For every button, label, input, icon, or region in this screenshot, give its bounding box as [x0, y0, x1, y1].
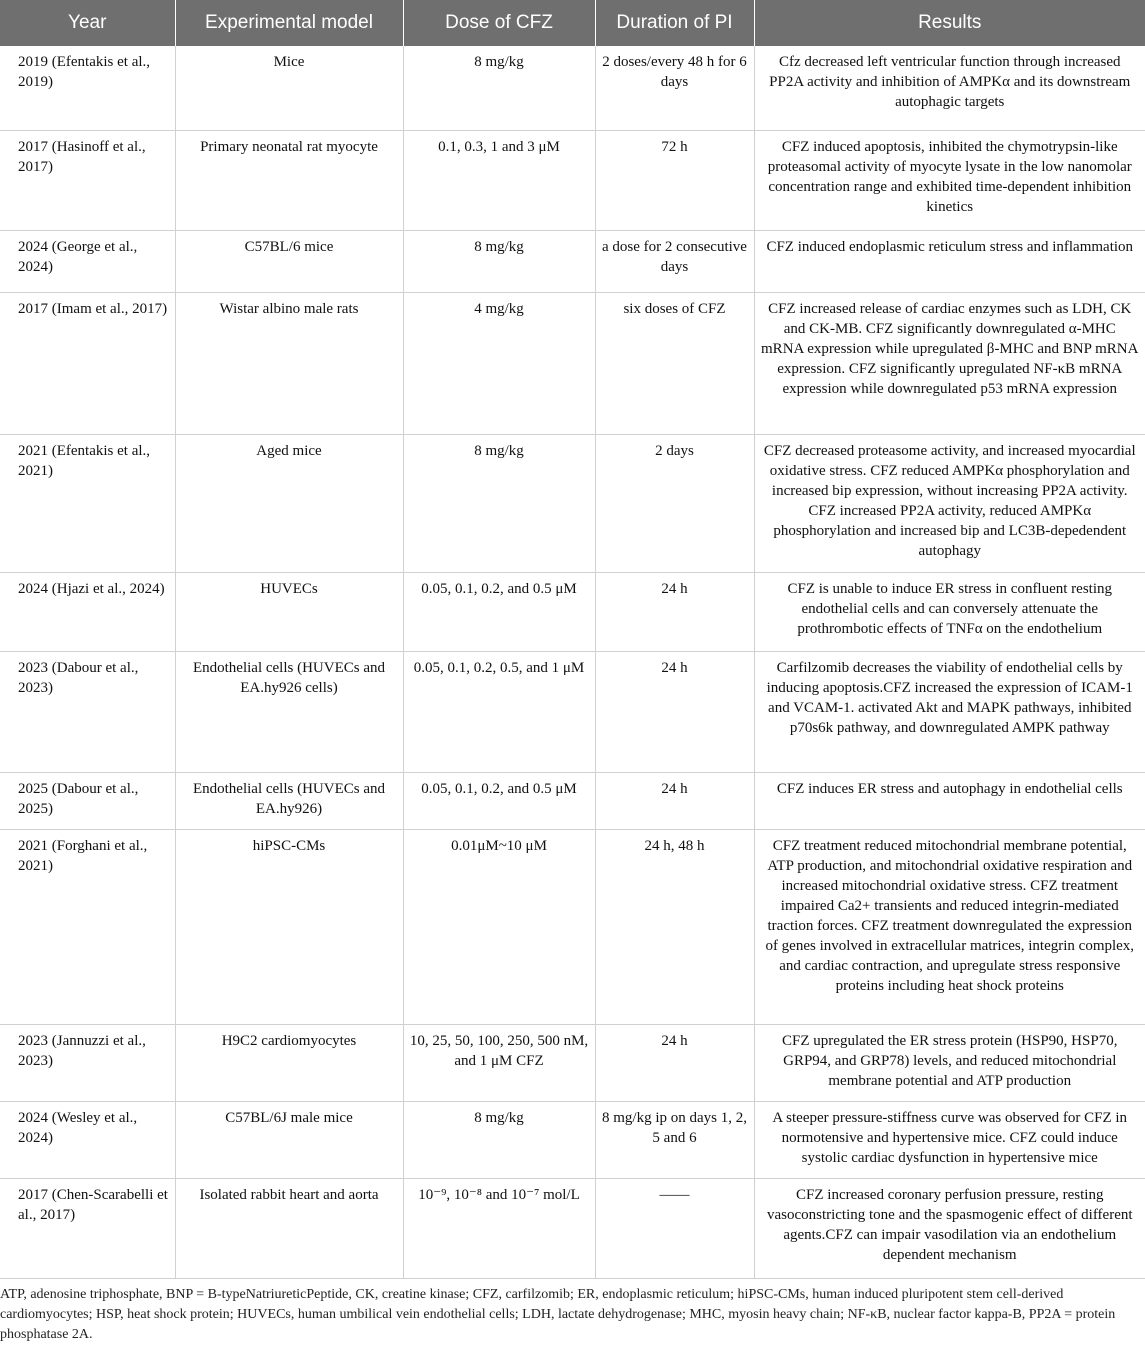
header-experimental-model: Experimental model	[175, 0, 403, 46]
cell-results: CFZ induces ER stress and autophagy in endothelial cells	[754, 772, 1145, 829]
cell-duration: 24 h	[595, 572, 754, 651]
table-row	[0, 829, 1145, 1024]
cell-year: 2021 (Efentakis et al., 2021)	[0, 434, 175, 572]
cell-dose: 8 mg/kg	[403, 46, 595, 130]
cell-year: 2024 (Wesley et al., 2024)	[0, 1101, 175, 1178]
cell-dose: 0.05, 0.1, 0.2, and 0.5 μM	[403, 772, 595, 829]
cell-duration: 24 h	[595, 772, 754, 829]
header-results: Results	[754, 0, 1145, 46]
cell-duration: 72 h	[595, 130, 754, 230]
cell-duration: 24 h, 48 h	[595, 829, 754, 1024]
cell-year: 2017 (Imam et al., 2017)	[0, 292, 175, 434]
table-row	[0, 772, 1145, 829]
table-row	[0, 1024, 1145, 1101]
cell-dose: 8 mg/kg	[403, 230, 595, 292]
cell-year: 2023 (Jannuzzi et al., 2023)	[0, 1024, 175, 1101]
cell-model: C57BL/6 mice	[175, 230, 403, 292]
cell-dose: 0.01μM~10 μM	[403, 829, 595, 1024]
cell-duration: 24 h	[595, 1024, 754, 1101]
cell-dose: 10⁻⁹, 10⁻⁸ and 10⁻⁷ mol/L	[403, 1178, 595, 1278]
table-row	[0, 1178, 1145, 1278]
cell-duration: 2 doses/every 48 h for 6 days	[595, 46, 754, 130]
cell-dose: 10, 25, 50, 100, 250, 500 nM, and 1 μM CFZ	[403, 1024, 595, 1101]
cell-model: H9C2 cardiomyocytes	[175, 1024, 403, 1101]
cell-results: CFZ increased coronary perfusion pressure, resting vasoconstricting tone and the spasmogenic effect of different agents.CFZ can impair vasodilation via an endothelium dependent mechanism	[754, 1178, 1145, 1278]
cell-year: 2024 (George et al., 2024)	[0, 230, 175, 292]
cell-results: CFZ increased release of cardiac enzymes such as LDH, CK and CK-MB. CFZ significantly downregulated α-MHC mRNA expression while upregulated β-MHC and BNP mRNA expression. CFZ significantly upregulated NF-κB mRNA expression while downregulated p53 mRNA expression	[754, 292, 1145, 434]
cell-dose: 4 mg/kg	[403, 292, 595, 434]
table-row	[0, 434, 1145, 572]
header-duration: Duration of PI	[595, 0, 754, 46]
cell-results: CFZ is unable to induce ER stress in confluent resting endothelial cells and can conversely attenuate the prothrombotic effects of TNFα on the endothelium	[754, 572, 1145, 651]
cell-results: CFZ treatment reduced mitochondrial membrane potential, ATP production, and mitochondrial oxidative respiration and increased mitochondrial oxidative stress. CFZ treatment impaired Ca2+ transients and reduced integrin-mediated traction forces. CFZ treatment downregulated the expression of genes involved in extracellular matrices, integrin complex, and cardiac contraction, and upregulate stress responsive proteins including heat shock proteins	[754, 829, 1145, 1024]
cell-model: Aged mice	[175, 434, 403, 572]
cell-results: CFZ upregulated the ER stress protein (HSP90, HSP70, GRP94, and GRP78) levels, and reduced mitochondrial membrane potential and ATP production	[754, 1024, 1145, 1101]
cell-results: CFZ induced apoptosis, inhibited the chymotrypsin-like proteasomal activity of myocyte lysate in the low nanomolar concentration range and exhibited time-dependent inhibition kinetics	[754, 130, 1145, 230]
cell-duration: a dose for 2 consecutive days	[595, 230, 754, 292]
cell-dose: 0.05, 0.1, 0.2, and 0.5 μM	[403, 572, 595, 651]
cell-results: Cfz decreased left ventricular function through increased PP2A activity and inhibition of AMPKα and its downstream autophagic targets	[754, 46, 1145, 130]
cell-year: 2017 (Chen-Scarabelli et al., 2017)	[0, 1178, 175, 1278]
table-footnote: ATP, adenosine triphosphate, BNP = B-typeNatriureticPeptide, CK, creatine kinase; CFZ, carfilzomib; ER, endoplasmic reticulum; hiPSC-CMs, human induced pluripotent stem cell-derived cardiomyocytes; HSP, heat shock protein; HUVECs, human umbilical vein endothelial cells; LDH, lactate dehydrogenase; MHC, myosin heavy chain; NF-κB, nuclear factor kappa-B, PP2A = protein phosphatase 2A.	[0, 1286, 1116, 1342]
table-row	[0, 651, 1145, 772]
cell-model: Wistar albino male rats	[175, 292, 403, 434]
table-header	[0, 0, 1145, 46]
cell-model: HUVECs	[175, 572, 403, 651]
cell-model: Primary neonatal rat myocyte	[175, 130, 403, 230]
cell-results: A steeper pressure-stiffness curve was observed for CFZ in normotensive and hypertensive mice. CFZ could induce systolic cardiac dysfunction in hypertensive mice	[754, 1101, 1145, 1178]
cell-model: Endothelial cells (HUVECs and EA.hy926)	[175, 772, 403, 829]
cell-model: C57BL/6J male mice	[175, 1101, 403, 1178]
cell-year: 2024 (Hjazi et al., 2024)	[0, 572, 175, 651]
cell-year: 2021 (Forghani et al., 2021)	[0, 829, 175, 1024]
cell-dose: 8 mg/kg	[403, 1101, 595, 1178]
table-row	[0, 46, 1145, 130]
cell-dose: 0.1, 0.3, 1 and 3 μM	[403, 130, 595, 230]
cell-results: Carfilzomib decreases the viability of endothelial cells by inducing apoptosis.CFZ increased the expression of ICAM-1 and VCAM-1. activated Akt and MAPK pathways, inhibited p70s6k pathway, and downregulated AMPK pathway	[754, 651, 1145, 772]
header-row	[0, 0, 1145, 46]
cell-year: 2019 (Efentakis et al., 2019)	[0, 46, 175, 130]
header-dose: Dose of CFZ	[403, 0, 595, 46]
cell-duration: six doses of CFZ	[595, 292, 754, 434]
cell-duration: 8 mg/kg ip on days 1, 2, 5 and 6	[595, 1101, 754, 1178]
cell-duration: ——	[595, 1178, 754, 1278]
cell-dose: 0.05, 0.1, 0.2, 0.5, and 1 μM	[403, 651, 595, 772]
cell-dose: 8 mg/kg	[403, 434, 595, 572]
table-row	[0, 1101, 1145, 1178]
cell-model: Endothelial cells (HUVECs and EA.hy926 cells)	[175, 651, 403, 772]
cell-model: Isolated rabbit heart and aorta	[175, 1178, 403, 1278]
cell-model: hiPSC-CMs	[175, 829, 403, 1024]
table-row	[0, 572, 1145, 651]
cell-duration: 24 h	[595, 651, 754, 772]
table-row	[0, 230, 1145, 292]
cell-year: 2017 (Hasinoff et al., 2017)	[0, 130, 175, 230]
cell-results: CFZ decreased proteasome activity, and increased myocardial oxidative stress. CFZ reduced AMPKα phosphorylation and increased bip expression, without increasing PP2A activity. CFZ increased PP2A activity, reduced AMPKα phosphorylation and increased bip and LC3B-depedendent autophagy	[754, 434, 1145, 572]
table-row	[0, 292, 1145, 434]
table-body	[0, 46, 1145, 1278]
header-year: Year	[0, 0, 175, 46]
cell-year: 2025 (Dabour et al., 2025)	[0, 772, 175, 829]
cell-duration: 2 days	[595, 434, 754, 572]
table-row	[0, 130, 1145, 230]
cell-results: CFZ induced endoplasmic reticulum stress and inflammation	[754, 230, 1145, 292]
cell-model: Mice	[175, 46, 403, 130]
cell-year: 2023 (Dabour et al., 2023)	[0, 651, 175, 772]
